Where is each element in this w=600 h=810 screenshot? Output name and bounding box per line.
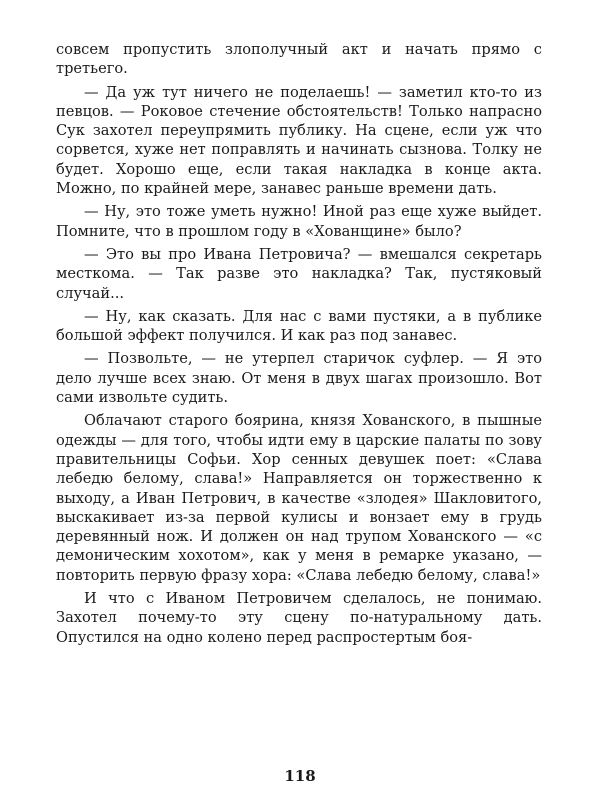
paragraph-4: — Это вы про Ивана Петровича? — вмешался секретарь месткома. — Так разве это накладка? Так, пустяковый случай... — [56, 245, 542, 302]
paragraph-6: — Позвольте, — не утерпел старичок суфлер. — Я это дело лучше всех знаю. От меня в двух шагах произошло. Вот сами извольте судить. — [56, 350, 542, 407]
paragraph-5: — Ну, как сказать. Для нас с вами пустяки, а в публике большой эффект получился. И как раз под занавес. — [56, 307, 542, 345]
paragraph-2: — Да уж тут ничего не поделаешь! — заметил кто-то из певцов. — Роковое стечение обстоятельств! Только напрасно Сук захотел переупрямить публику. На сцене, если уж что сорвется, хуже нет поправлять и начинать сызнова. Толку не будет. Хорошо еще, если такая накладка в конце акта. Можно, по крайней мере, занавес раньше времени дать. — [56, 83, 542, 198]
paragraph-7: Облачают старого боярина, князя Хованского, в пышные одежды — для того, чтобы идти ему в царские палаты по зову правительницы Софьи. Хор сенных девушек поет: «Слава лебедю белому, слава!» Направляется он торжественно к выходу, а Иван Петрович, в качестве «злодея» Шакловитого, выскакивает из-за первой кулисы и вонзает ему в грудь деревянный нож. И должен он над трупом Хованского — «с демоническим хохотом», как у меня в ремарке указано, — повторить первую фразу хора: «Слава лебедю белому, слава!» — [56, 412, 542, 584]
paragraph-8: И что с Иваном Петровичем сделалось, не понимаю. Захотел почему-то эту сцену по-натуральному дать. Опустился на одно колено перед распростертым боя- — [56, 590, 542, 646]
paragraph-1: совсем пропустить злополучный акт и начать прямо с третьего. — [56, 41, 542, 78]
paragraph-3: — Ну, это тоже уметь нужно! Иной раз еще хуже выйдет. Помните, что в прошлом году в «Хованщине» было? — [56, 203, 542, 240]
page-text — [56, 40, 542, 651]
page-number: 118 — [284, 767, 316, 785]
